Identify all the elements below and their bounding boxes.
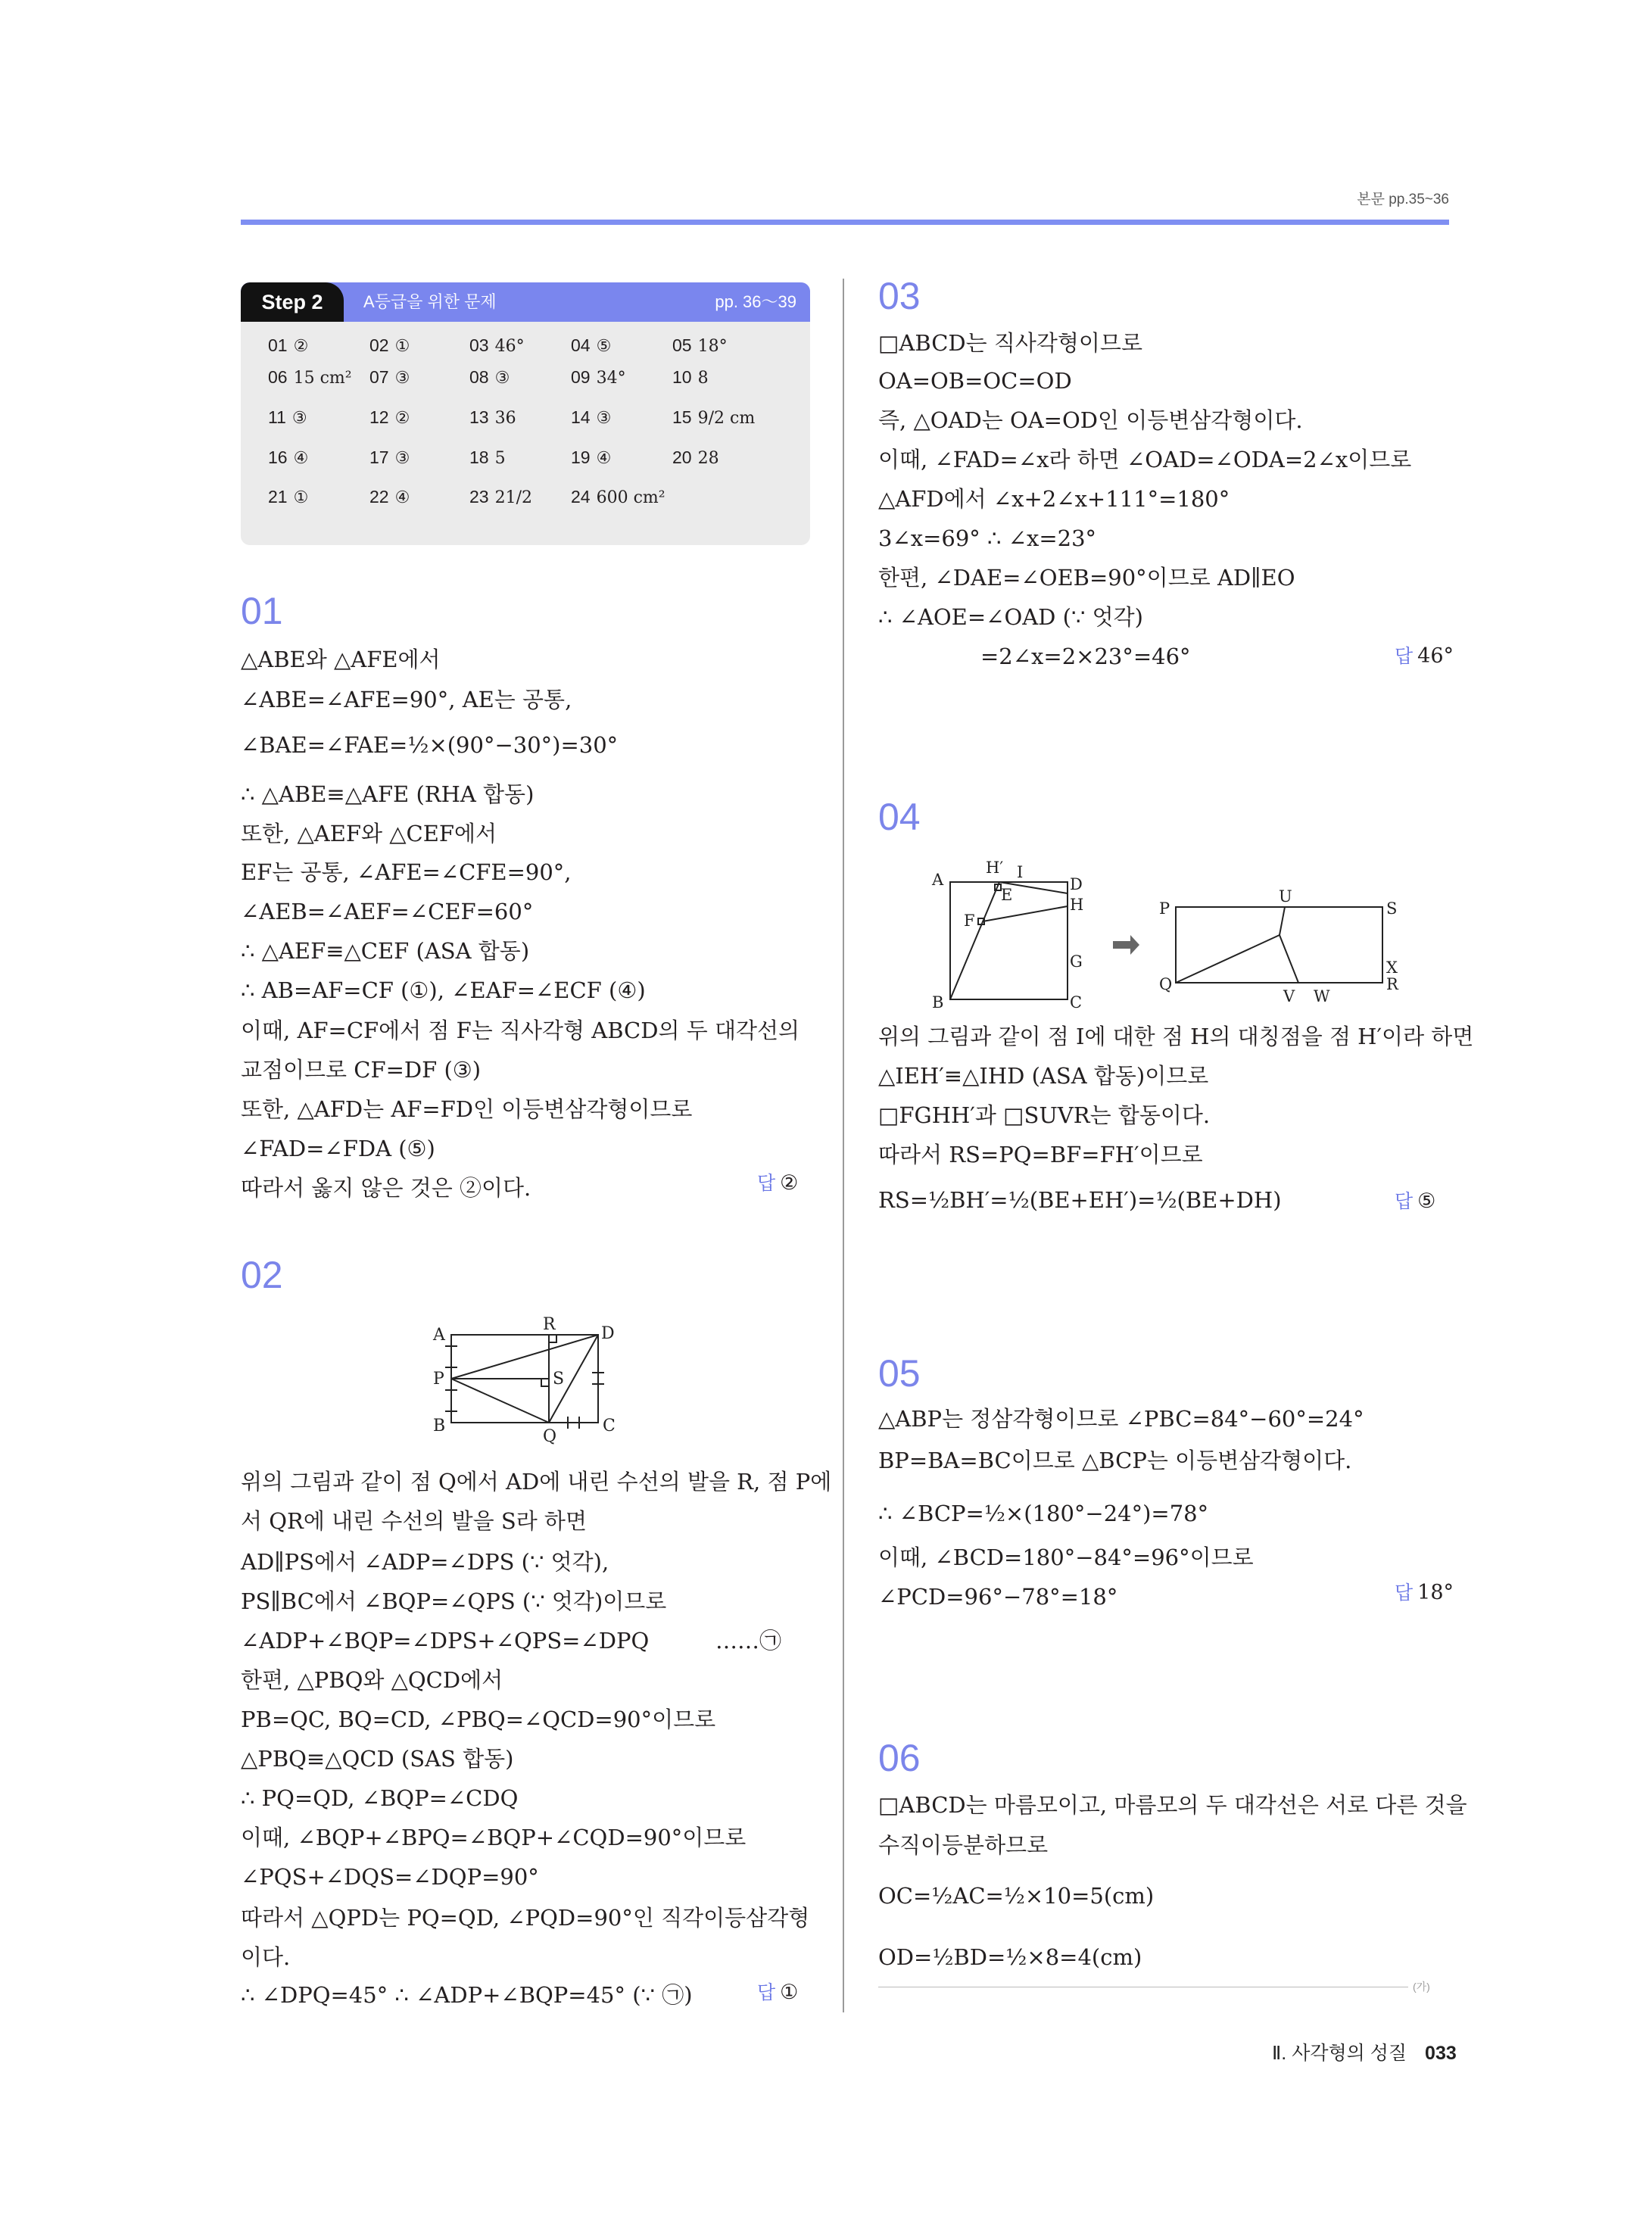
answer-item-value: ①: [394, 337, 410, 356]
answer-item-value: 15 cm²: [293, 369, 352, 388]
solution-line: 한편, ∠DAE=∠OEB=90°이므로 AD∥EO: [878, 565, 1295, 591]
answer-item-value: 5: [494, 449, 506, 468]
answer-item: [571, 407, 611, 428]
answer-05: [1395, 1578, 1454, 1605]
answer-item: [571, 487, 665, 507]
answer-item-number: 04: [571, 335, 591, 355]
answer-item: [672, 367, 709, 388]
solution-line: 따라서 옳지 않은 것은 ②이다.: [241, 1175, 531, 1201]
solution-line: □FGHH′과 □SUVR는 합동이다.: [878, 1102, 1211, 1128]
solution-line: □ABCD는 직사각형이므로: [878, 330, 1142, 356]
answer-item-value: 9/2 cm: [697, 409, 756, 428]
fig04-label-i: I: [1017, 863, 1024, 881]
answer-item: [672, 335, 728, 356]
answer-item-number: 02: [369, 335, 389, 355]
answer-item-number: 05: [672, 335, 692, 355]
step-pages: pp. 36～39: [715, 292, 796, 311]
solution-line: ∠BAE=∠FAE=½×(90°−30°)=30°: [241, 732, 619, 758]
solution-line: ∠ADP+∠BQP=∠DPS+∠QPS=∠DPQ: [241, 1628, 650, 1654]
question-number-05: 05: [878, 1352, 921, 1395]
answer-item: [268, 447, 308, 468]
solution-line: 또한, △AEF와 △CEF에서: [241, 821, 497, 846]
answer-label: 답: [757, 1173, 776, 1194]
answer-item-number: 15: [672, 407, 692, 427]
fig02-label-a: A: [433, 1326, 445, 1345]
question-number-03: 03: [878, 275, 921, 317]
answer-item-value: ②: [293, 337, 309, 356]
answer-item-number: 12: [369, 407, 389, 427]
solution-line: BP=BA=BC이므로 △BCP는 이등변삼각형이다.: [878, 1448, 1352, 1473]
answer-item-number: 07: [369, 367, 389, 387]
solution-line: □ABCD는 마름모이고, 마름모의 두 대각선은 서로 다른 것을: [878, 1792, 1467, 1818]
answer-item-number: 21: [268, 487, 288, 507]
answer-item-value: ④: [293, 449, 309, 468]
answer-label: 답: [1395, 1191, 1414, 1212]
solution-line: 한편, △PBQ와 △QCD에서: [241, 1667, 503, 1693]
answer-item-number: 03: [469, 335, 489, 355]
fig04-label-x: X: [1386, 959, 1398, 977]
answer-item: [369, 487, 410, 507]
fig02-label-r: R: [543, 1315, 556, 1334]
fig02-label-s: S: [553, 1370, 565, 1389]
solution-line: 서 QR에 내린 수선의 발을 S라 하면: [241, 1508, 587, 1534]
fig02-label-q: Q: [543, 1427, 557, 1445]
solution-line: ∠AEB=∠AEF=∠CEF=60°: [241, 899, 534, 924]
solution-line: 교점이므로 CF=DF (③): [241, 1057, 482, 1083]
solution-line: ∴ PQ=QD, ∠BQP=∠CDQ: [241, 1785, 519, 1811]
answer-item-number: 16: [268, 447, 288, 467]
answer-item-number: 24: [571, 487, 591, 507]
answer-label: 답: [1395, 646, 1414, 667]
solution-line: 이때, AF=CF에서 점 F는 직사각형 ABCD의 두 대각선의: [241, 1018, 800, 1043]
answer-item-value: ⑤: [596, 337, 612, 356]
answer-item-number: 18: [469, 447, 489, 467]
solution-line: △IEH′≡△IHD (ASA 합동)이므로: [878, 1063, 1209, 1089]
answer-item-value: 46°: [494, 337, 525, 356]
solution-line: ∠PCD=96°−78°=18°: [878, 1584, 1118, 1610]
fig04-label-w: W: [1314, 987, 1330, 1005]
solution-line: 또한, △AFD는 AF=FD인 이등변삼각형이므로: [241, 1096, 693, 1122]
question-number-04: 04: [878, 796, 921, 838]
answer-item-value: ③: [394, 449, 410, 468]
answer-item-value: 28: [697, 449, 719, 468]
column-divider: [843, 279, 844, 2012]
fig02-label-d: D: [601, 1324, 615, 1343]
fig04-label-p: P: [1159, 899, 1170, 918]
answer-item-value: 600 cm²: [596, 488, 665, 507]
solution-line: 위의 그림과 같이 점 Q에서 AD에 내린 수선의 발을 R, 점 P에: [241, 1469, 832, 1495]
answer-item: [268, 335, 308, 356]
fig04-label-e: E: [1001, 886, 1013, 904]
answer-item: [469, 367, 510, 388]
top-rule: [241, 220, 1449, 225]
chapter-title: Ⅱ. 사각형의 성질: [1272, 2043, 1407, 2064]
step-answer-box: [241, 282, 810, 545]
step-tab: Step 2: [241, 282, 344, 322]
solution-line: ∠ABE=∠AFE=90°, AE는 공통,: [241, 687, 572, 712]
answer-item: [672, 407, 755, 428]
solution-line: ∴ △AEF≡△CEF (ASA 합동): [241, 938, 530, 964]
fig04-label-u: U: [1279, 887, 1292, 906]
answer-item: [672, 447, 719, 468]
answer-item: [369, 367, 410, 388]
answer-label: 답: [1395, 1582, 1414, 1604]
answer-item-value: 8: [697, 369, 709, 388]
answer-item: [469, 447, 506, 468]
solution-line: PS∥BC에서 ∠BQP=∠QPS (∵ 엇각)이므로: [241, 1588, 667, 1614]
answer-item-value: ④: [394, 488, 410, 507]
answer-item-number: 10: [672, 367, 692, 387]
answer-item: [571, 447, 611, 468]
page-number: 033: [1425, 2043, 1457, 2064]
fig04-label-g: G: [1070, 952, 1083, 971]
solution-line: OC=½AC=½×10=5(cm): [878, 1883, 1155, 1909]
answer-item-number: 11: [268, 407, 286, 427]
solution-line: △ABE와 △AFE에서: [241, 647, 441, 672]
answer-value: 46°: [1417, 644, 1454, 668]
fig04-label-a: A: [932, 871, 944, 889]
fig04-label-q: Q: [1159, 975, 1173, 993]
answer-item: [469, 487, 532, 507]
solution-line: 따라서 △QPD는 PQ=QD, ∠PQD=90°인 직각이등삼각형: [241, 1905, 810, 1931]
answer-item-value: ①: [293, 488, 309, 507]
answer-item-value: ③: [394, 369, 410, 388]
answer-item-number: 22: [369, 487, 389, 507]
solution-line: EF는 공통, ∠AFE=∠CFE=90°,: [241, 859, 572, 885]
answer-item-value: 34°: [596, 369, 626, 388]
equation-marker: ……㉠: [715, 1628, 782, 1654]
answer-item: [369, 335, 410, 356]
answer-item-number: 23: [469, 487, 489, 507]
solution-line: 3∠x=69° ∴ ∠x=23°: [878, 525, 1097, 551]
answer-item-value: ③: [596, 409, 612, 428]
continue-mark: (가): [1413, 1981, 1430, 1993]
question-number-01: 01: [241, 590, 283, 632]
page-reference: 본문 pp.35~36: [1357, 192, 1449, 207]
answer-item: [268, 407, 307, 428]
solution-line: 이때, ∠BCD=180°−84°=96°이므로: [878, 1545, 1254, 1570]
solution-line: 이때, ∠BQP+∠BPQ=∠BQP+∠CQD=90°이므로: [241, 1825, 747, 1850]
answer-item: [571, 367, 626, 388]
fig04-label-d: D: [1070, 875, 1083, 893]
answer-value: ②: [780, 1171, 799, 1195]
question-number-02: 02: [241, 1254, 283, 1296]
answer-label: 답: [757, 1982, 776, 2003]
answer-item: [268, 367, 352, 388]
answer-item: [571, 335, 611, 356]
solution-line: △ABP는 정삼각형이므로 ∠PBC=84°−60°=24°: [878, 1406, 1364, 1432]
solution-line: ∴ ∠AOE=∠OAD (∵ 엇각): [878, 604, 1143, 630]
answer-item-value: ③: [494, 369, 510, 388]
answer-item: [469, 335, 525, 356]
answer-item-value: ③: [291, 409, 307, 428]
fig02-label-c: C: [603, 1417, 616, 1435]
answer-item-number: 19: [571, 447, 591, 467]
solution-line: 즉, △OAD는 OA=OD인 이등변삼각형이다.: [878, 407, 1303, 433]
solution-line: 이때, ∠FAD=∠x라 하면 ∠OAD=∠ODA=2∠x이므로: [878, 447, 1412, 472]
answer-02: [757, 1978, 798, 2005]
fig04-label-v: V: [1283, 987, 1295, 1005]
fig04-label-h: H: [1070, 896, 1084, 914]
answer-item-value: 36: [494, 409, 516, 428]
solution-line: ∴ ∠BCP=½×(180°−24°)=78°: [878, 1501, 1209, 1526]
solution-line: AD∥PS에서 ∠ADP=∠DPS (∵ 엇각),: [241, 1549, 609, 1575]
fig04-label-r: R: [1386, 975, 1398, 993]
answer-item-number: 14: [571, 407, 591, 427]
answer-01: [757, 1168, 798, 1195]
solution-line: ∴ AB=AF=CF (①), ∠EAF=∠ECF (④): [241, 977, 646, 1003]
question-number-06: 06: [878, 1737, 921, 1779]
solution-line: =2∠x=2×23°=46°: [980, 644, 1191, 669]
answer-item-number: 01: [268, 335, 288, 355]
figure-04: [927, 852, 1420, 1014]
answer-value: 18°: [1417, 1581, 1454, 1604]
answer-item-number: 17: [369, 447, 389, 467]
fig02-label-b: B: [433, 1417, 446, 1435]
answer-item-value: ②: [394, 409, 410, 428]
answer-04: [1395, 1186, 1435, 1214]
solution-line: OA=OB=OC=OD: [878, 368, 1072, 394]
answer-item-number: 08: [469, 367, 489, 387]
answer-item: [268, 487, 308, 507]
answer-item-value: 21/2: [494, 488, 532, 507]
step-subtitle: A등급을 위한 문제: [363, 292, 497, 311]
answer-item-value: ④: [596, 449, 612, 468]
answer-item-number: 09: [571, 367, 591, 387]
answer-item-value: 18°: [697, 337, 728, 356]
fig04-label-h-prime: H′: [986, 859, 1004, 877]
fig04-label-s: S: [1386, 899, 1398, 918]
fig04-label-f: F: [964, 912, 975, 930]
answer-03: [1395, 641, 1454, 669]
solution-line: ∠FAD=∠FDA (⑤): [241, 1136, 435, 1161]
solution-line: 따라서 RS=PQ=BF=FH′이므로: [878, 1142, 1203, 1167]
answer-value: ①: [780, 1981, 799, 2004]
solution-line: △PBQ≡△QCD (SAS 합동): [241, 1746, 514, 1772]
answer-value: ⑤: [1417, 1189, 1436, 1213]
solution-line: PB=QC, BQ=CD, ∠PBQ=∠QCD=90°이므로: [241, 1707, 716, 1732]
answer-item-number: 20: [672, 447, 692, 467]
answer-item: [469, 407, 516, 428]
answer-item: [369, 407, 410, 428]
solution-line: RS=½BH′=½(BE+EH′)=½(BE+DH): [878, 1187, 1282, 1213]
solution-line: 이다.: [241, 1944, 291, 1970]
fig02-label-p: P: [433, 1370, 444, 1389]
solution-line: 위의 그림과 같이 점 I에 대한 점 H의 대칭점을 점 H′이라 하면: [878, 1024, 1474, 1049]
page-footer: [1272, 2038, 1457, 2065]
answer-item-number: 13: [469, 407, 489, 427]
fig04-label-b: B: [932, 993, 944, 1011]
fig04-label-c: C: [1070, 993, 1083, 1011]
solution-line: OD=½BD=½×8=4(cm): [878, 1944, 1142, 1970]
solution-line: 수직이등분하므로: [878, 1832, 1049, 1858]
solution-line: ∴ ∠DPQ=45° ∴ ∠ADP+∠BQP=45° (∵ ㉠): [241, 1982, 693, 2008]
solution-line: △AFD에서 ∠x+2∠x+111°=180°: [878, 486, 1230, 512]
answer-item-number: 06: [268, 367, 288, 387]
figure-02: [424, 1308, 621, 1448]
solution-line: ∠PQS+∠DQS=∠DQP=90°: [241, 1864, 539, 1890]
answer-item: [369, 447, 410, 468]
solution-line: ∴ △ABE≡△AFE (RHA 합동): [241, 781, 535, 807]
